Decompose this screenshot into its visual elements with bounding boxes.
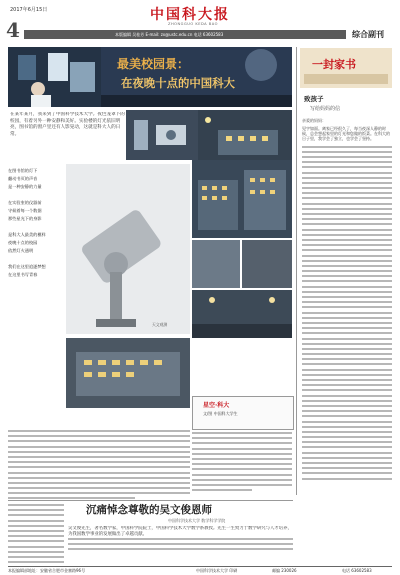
poem-line: 我们在这里追逐梦想 xyxy=(8,264,46,269)
building-night-photo xyxy=(192,160,292,238)
page-number: 4 xyxy=(6,18,20,42)
poem-line: 是一种安静的力量 xyxy=(8,184,42,189)
bottom-article-sub: 中国科学技术大学 数学科学学院 xyxy=(168,518,226,523)
footer-phone: 电话 63602583 xyxy=(342,568,372,573)
header-meta-line: 本版编辑 吴桂芳 E-mail: zx@ustc.edu.cn 电话 63602583 xyxy=(115,31,224,37)
feature-caption-box xyxy=(192,396,294,430)
letter-body: 见字如面。离家已经很久了，每当夜深人静的时候，总会想起家里的灯光和您做的饭菜。在科大的日子里，我学会了独立，也学会了坚持。 xyxy=(302,126,392,494)
letter-greeting: 亲爱的妈妈： xyxy=(302,118,326,123)
street-night-photo xyxy=(192,290,292,338)
feature-intro-text: 在某年某月，我来到了中国科学技术大学。夜色笼罩下的校园，有着另外一种安静和美好。实验楼的灯光依旧明亮，图书馆的窗户里还有人影晃动，这就是科大人的日常。 xyxy=(10,112,125,137)
bottom-article-left-lines xyxy=(8,504,64,564)
telescope-caption: 天文观测 xyxy=(152,322,168,327)
feature-title-line1: 最美校园景： xyxy=(117,57,190,71)
feature-title-banner xyxy=(101,47,292,107)
poem-line: 夜晚十点的校园 xyxy=(8,240,38,245)
issue-date: 2017年6月15日 xyxy=(10,7,48,13)
building-night-illustration xyxy=(192,160,292,238)
caption-box-title: 星空·科大 xyxy=(203,402,230,409)
letter-subtitle: 致孩子 xyxy=(304,95,324,103)
section-name: 综合副刊 xyxy=(352,29,384,39)
poem-lines-container xyxy=(8,168,66,278)
poem-line: 依然灯火通明 xyxy=(8,248,34,253)
lab-photo-2 xyxy=(126,110,198,160)
poem-line: 那些星光下的身影 xyxy=(8,216,42,221)
poem-line: 是科大人最美的模样 xyxy=(8,232,46,237)
campus-night-photo xyxy=(198,110,292,160)
building-lower-illustration xyxy=(66,338,190,408)
poem-line: 在这里书写青春 xyxy=(8,272,38,277)
bottom-article-body: 吴文俊先生，著名数学家，中国科学院院士，中国科学技术大学数学系教授。先生一生致力于数学研究与人才培养，为我国数学事业的发展做出了卓越贡献。 xyxy=(68,526,293,564)
campus-photo-small-2 xyxy=(242,240,292,288)
telescope-illustration xyxy=(66,164,190,334)
feature-body-divider xyxy=(192,432,292,498)
letter-byline: 写给妈妈的信 xyxy=(310,106,341,112)
campus-night-illustration xyxy=(198,110,292,160)
masthead-title: 中国科大报 xyxy=(150,7,230,23)
footer-postcode: 邮编 230026 xyxy=(272,568,297,573)
poem-line: 翻动书页的声音 xyxy=(8,176,38,181)
header xyxy=(0,0,400,42)
lab-photo xyxy=(8,47,101,107)
letter-header-image xyxy=(300,48,392,88)
telescope-photo xyxy=(66,164,190,334)
caption-box-sub: 文/图 中国科大学生 xyxy=(203,411,238,416)
bottom-article-headline: 沉痛悼念尊敬的吴文俊恩师 xyxy=(86,504,212,516)
feature-poem xyxy=(8,168,66,426)
lab-scene-illustration xyxy=(8,47,101,107)
right-column-divider xyxy=(296,47,297,495)
poem-line: 在图书馆的灯下 xyxy=(8,168,38,173)
poem-line: 守候着每一个数据 xyxy=(8,208,42,213)
building-photo-lower xyxy=(66,338,190,408)
campus-photo-small-1 xyxy=(192,240,240,288)
lab-equipment-illustration xyxy=(126,110,198,160)
street-night-illustration xyxy=(192,290,292,338)
letter-title: 一封家书 xyxy=(312,58,356,71)
footer-press: 中国科学技术大学 印刷 xyxy=(196,568,238,573)
bottom-article-rule xyxy=(8,500,293,501)
masthead-en: ZHONGGUO KEDA BAO xyxy=(168,22,218,26)
footer-address: 本报编辑部地址：安徽省合肥市金寨路96号 xyxy=(8,568,86,573)
poem-line: 在实验室的仪器前 xyxy=(8,200,42,205)
feature-title-line2: 在夜晚十点的中国科大 xyxy=(121,76,235,90)
footer-rule xyxy=(8,566,392,567)
feature-body-left-lower xyxy=(8,430,190,500)
